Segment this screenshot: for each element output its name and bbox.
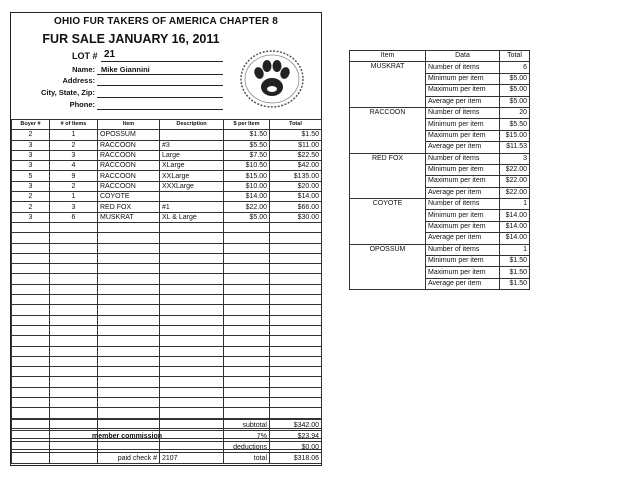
commission-row	[12, 431, 322, 442]
cell-desc: XXLarge	[160, 171, 224, 181]
blank-cell	[98, 315, 160, 325]
blank-cell	[50, 305, 98, 315]
blank-cell	[270, 398, 322, 408]
table-row	[12, 192, 322, 202]
paw-logo-icon	[239, 49, 305, 109]
summary-data-label: Number of items	[426, 153, 500, 164]
blank-cell	[98, 295, 160, 305]
summary-data-value: 3	[500, 153, 530, 164]
cell-item: RACCOON	[98, 161, 160, 171]
blank-cell	[12, 315, 50, 325]
org-title: OHIO FUR TAKERS OF AMERICA CHAPTER 8	[53, 16, 279, 27]
cell-per: $10.50	[224, 161, 270, 171]
cell-total: $22.50	[270, 150, 322, 160]
summary-row	[350, 244, 530, 255]
cell-items: 3	[50, 202, 98, 212]
summary-row	[350, 199, 530, 210]
summary-data-label: Minimum per item	[426, 73, 500, 84]
summary-item-name: MUSKRAT	[350, 62, 426, 108]
cell-per: $14.00	[224, 192, 270, 202]
blank-cell	[98, 336, 160, 346]
blank-cell	[12, 367, 50, 377]
blank-cell	[270, 336, 322, 346]
commission-value: $23.94	[270, 431, 322, 442]
subtotal-row	[12, 420, 322, 431]
deductions-value: $0.00	[270, 442, 322, 453]
cell-desc: XXXLarge	[160, 181, 224, 191]
blank-cell	[98, 222, 160, 232]
cell-item: COYOTE	[98, 192, 160, 202]
cell-item: OPOSSUM	[98, 130, 160, 140]
blank-cell	[270, 377, 322, 387]
cell-buyer: 3	[12, 161, 50, 171]
blank-cell	[270, 222, 322, 232]
cell-buyer: 3	[12, 181, 50, 191]
blank-cell	[224, 233, 270, 243]
cell-desc	[160, 192, 224, 202]
summary-data-label: Maximum per item	[426, 130, 500, 141]
summary-data-value: 20	[500, 107, 530, 118]
summary-data-value: $1.50	[500, 256, 530, 267]
blank-cell	[160, 336, 224, 346]
cell-per: $15.00	[224, 171, 270, 181]
cell-total: $20.00	[270, 181, 322, 191]
summary-data-label: Number of items	[426, 107, 500, 118]
summary-data-label: Minimum per item	[426, 210, 500, 221]
cell-buyer: 2	[12, 202, 50, 212]
blank-cell	[270, 367, 322, 377]
cell-buyer: 5	[12, 171, 50, 181]
cell-items: 3	[50, 150, 98, 160]
blank-cell	[270, 274, 322, 284]
summary-data-value: $14.00	[500, 210, 530, 221]
summary-data-value: $15.00	[500, 130, 530, 141]
blank-cell	[224, 305, 270, 315]
blank-cell	[12, 408, 50, 418]
blank-cell	[98, 387, 160, 397]
cell-items: 4	[50, 161, 98, 171]
blank-row	[12, 387, 322, 397]
table-row	[12, 202, 322, 212]
blank-cell	[98, 356, 160, 366]
blank-cell	[98, 233, 160, 243]
blank-cell	[160, 346, 224, 356]
blank-cell	[160, 398, 224, 408]
cell-desc: #3	[160, 140, 224, 150]
blank-cell	[12, 305, 50, 315]
blank-cell	[50, 387, 98, 397]
blank-cell	[50, 315, 98, 325]
cell-item: RED FOX	[98, 202, 160, 212]
blank-cell	[50, 356, 98, 366]
blank-cell	[98, 243, 160, 253]
summary-data-value: $1.50	[500, 278, 530, 289]
summary-data-value: $5.00	[500, 96, 530, 107]
cell-items: 9	[50, 171, 98, 181]
blank-cell	[50, 408, 98, 418]
cell-per: $10.00	[224, 181, 270, 191]
blank-row	[12, 367, 322, 377]
blank-cell	[224, 346, 270, 356]
summary-data-value: $5.50	[500, 119, 530, 130]
blank-cell	[12, 253, 50, 263]
blank-cell	[160, 325, 224, 335]
cell-item: RACCOON	[98, 171, 160, 181]
blank-row	[12, 253, 322, 263]
cell-buyer: 2	[12, 192, 50, 202]
blank-row	[12, 377, 322, 387]
blank-cell	[160, 264, 224, 274]
blank-cell	[270, 233, 322, 243]
blank-row	[12, 305, 322, 315]
cell-buyer: 3	[12, 150, 50, 160]
name-line	[97, 74, 223, 75]
blank-cell	[160, 222, 224, 232]
blank-cell	[50, 274, 98, 284]
summary-data-label: Maximum per item	[426, 221, 500, 232]
blank-cell	[50, 367, 98, 377]
lot-value: 21	[104, 49, 116, 60]
blank-row	[12, 336, 322, 346]
summary-col-data: Data	[426, 51, 500, 62]
summary-data-label: Number of items	[426, 244, 500, 255]
blank-cell	[12, 222, 50, 232]
cell-buyer: 2	[12, 130, 50, 140]
blank-cell	[270, 284, 322, 294]
blank-cell	[12, 356, 50, 366]
blank-cell	[160, 295, 224, 305]
cell-desc: XLarge	[160, 161, 224, 171]
totals-table	[11, 419, 322, 464]
blank-cell	[50, 377, 98, 387]
blank-cell	[50, 243, 98, 253]
blank-cell	[270, 243, 322, 253]
blank-cell	[98, 264, 160, 274]
summary-data-label: Maximum per item	[426, 176, 500, 187]
summary-data-label: Minimum per item	[426, 119, 500, 130]
col-buyer: Buyer #	[12, 120, 50, 130]
cell-total: $11.00	[270, 140, 322, 150]
blank-cell	[224, 222, 270, 232]
blank-row	[12, 356, 322, 366]
cell-item: MUSKRAT	[98, 212, 160, 222]
blank-cell	[224, 243, 270, 253]
blank-row	[12, 408, 322, 418]
blank-cell	[270, 346, 322, 356]
blank-cell	[160, 284, 224, 294]
cell-buyer: 3	[12, 212, 50, 222]
summary-header	[350, 51, 530, 62]
cell-per: $1.50	[224, 130, 270, 140]
blank-cell	[270, 356, 322, 366]
cell-buyer: 3	[12, 140, 50, 150]
summary-data-label: Average per item	[426, 142, 500, 153]
fur-sale-form	[10, 12, 322, 466]
col-item: Item	[98, 120, 160, 130]
blank-cell	[98, 398, 160, 408]
lot-label: LOT #	[72, 51, 98, 61]
subtotal-label: subtotal	[224, 420, 270, 431]
summary-row	[350, 153, 530, 164]
blank-row	[12, 222, 322, 232]
deductions-row	[12, 442, 322, 453]
blank-cell	[160, 233, 224, 243]
cell-items: 2	[50, 181, 98, 191]
cell-items: 1	[50, 192, 98, 202]
subtotal-value: $342.00	[270, 420, 322, 431]
commission-pct: 7%	[224, 431, 270, 442]
blank-cell	[50, 222, 98, 232]
blank-cell	[160, 253, 224, 263]
blank-cell	[12, 243, 50, 253]
summary-data-label: Average per item	[426, 187, 500, 198]
summary-data-value: 1	[500, 244, 530, 255]
sale-title: FUR SALE JANUARY 16, 2011	[42, 32, 220, 46]
blank-cell	[98, 325, 160, 335]
cell-total: $30.00	[270, 212, 322, 222]
cell-total: $42.00	[270, 161, 322, 171]
blank-cell	[224, 315, 270, 325]
cell-total: $135.00	[270, 171, 322, 181]
cell-item: RACCOON	[98, 150, 160, 160]
sales-table-header	[12, 120, 322, 130]
cell-per: $22.00	[224, 202, 270, 212]
summary-data-value: $22.00	[500, 187, 530, 198]
blank-cell	[224, 367, 270, 377]
commission-label: member commission	[50, 431, 224, 442]
blank-cell	[270, 305, 322, 315]
blank-cell	[98, 346, 160, 356]
blank-cell	[224, 264, 270, 274]
summary-item-name: RACCOON	[350, 107, 426, 153]
total-label: total	[224, 453, 270, 464]
name-label: Name:	[72, 65, 95, 74]
blank-row	[12, 295, 322, 305]
blank-cell	[98, 408, 160, 418]
blank-cell	[160, 367, 224, 377]
blank-row	[12, 398, 322, 408]
blank-row	[12, 346, 322, 356]
blank-cell	[50, 233, 98, 243]
blank-cell	[224, 398, 270, 408]
address-label: Address:	[62, 76, 95, 85]
blank-cell	[50, 264, 98, 274]
summary-data-value: $1.50	[500, 267, 530, 278]
blank-cell	[224, 325, 270, 335]
table-row	[12, 150, 322, 160]
summary-row	[350, 62, 530, 73]
summary-data-label: Maximum per item	[426, 85, 500, 96]
summary-item-name: OPOSSUM	[350, 244, 426, 290]
cell-total: $1.50	[270, 130, 322, 140]
lot-line	[101, 61, 223, 62]
cell-desc: #1	[160, 202, 224, 212]
summary-data-value: $22.00	[500, 164, 530, 175]
summary-item-name: RED FOX	[350, 153, 426, 199]
col-per-item: $ per Item	[224, 120, 270, 130]
blank-cell	[50, 284, 98, 294]
cell-item: RACCOON	[98, 140, 160, 150]
address-line	[97, 85, 223, 86]
summary-data-label: Average per item	[426, 233, 500, 244]
table-row	[12, 130, 322, 140]
summary-data-value: $14.00	[500, 233, 530, 244]
cell-total: $14.00	[270, 192, 322, 202]
blank-cell	[50, 295, 98, 305]
cell-item: RACCOON	[98, 181, 160, 191]
summary-data-value: 1	[500, 199, 530, 210]
summary-data-label: Minimum per item	[426, 256, 500, 267]
blank-cell	[160, 408, 224, 418]
table-row	[12, 212, 322, 222]
blank-cell	[270, 264, 322, 274]
col-total: Total	[270, 120, 322, 130]
blank-cell	[160, 274, 224, 284]
table-row	[12, 161, 322, 171]
blank-cell	[224, 387, 270, 397]
blank-row	[12, 243, 322, 253]
blank-cell	[224, 274, 270, 284]
blank-cell	[224, 377, 270, 387]
blank-row	[12, 233, 322, 243]
blank-cell	[50, 253, 98, 263]
blank-row	[12, 274, 322, 284]
blank-cell	[160, 377, 224, 387]
summary-data-value: $11.53	[500, 142, 530, 153]
blank-cell	[12, 325, 50, 335]
blank-cell	[12, 233, 50, 243]
blank-cell	[160, 387, 224, 397]
blank-cell	[12, 398, 50, 408]
blank-row	[12, 325, 322, 335]
deductions-label: deductions	[224, 442, 270, 453]
blank-cell	[50, 398, 98, 408]
blank-cell	[270, 387, 322, 397]
summary-col-total: Total	[500, 51, 530, 62]
blank-cell	[12, 274, 50, 284]
blank-cell	[160, 243, 224, 253]
blank-row	[12, 264, 322, 274]
summary-row	[350, 107, 530, 118]
blank-cell	[224, 408, 270, 418]
city-line	[97, 97, 223, 98]
cell-items: 2	[50, 140, 98, 150]
blank-cell	[98, 377, 160, 387]
table-row	[12, 171, 322, 181]
summary-data-label: Number of items	[426, 62, 500, 73]
summary-col-item: Item	[350, 51, 426, 62]
col-items: # of Items	[50, 120, 98, 130]
blank-cell	[224, 336, 270, 346]
summary-data-value: $22.00	[500, 176, 530, 187]
summary-data-label: Number of items	[426, 199, 500, 210]
blank-cell	[12, 295, 50, 305]
check-label: paid check #	[98, 453, 160, 464]
summary-data-label: Average per item	[426, 96, 500, 107]
blank-cell	[160, 305, 224, 315]
blank-cell	[270, 315, 322, 325]
summary-data-value: $5.00	[500, 85, 530, 96]
blank-cell	[224, 284, 270, 294]
summary-data-label: Average per item	[426, 278, 500, 289]
cell-total: $66.00	[270, 202, 322, 212]
summary-data-value: 6	[500, 62, 530, 73]
summary-data-value: $14.00	[500, 221, 530, 232]
blank-cell	[160, 315, 224, 325]
blank-cell	[98, 305, 160, 315]
blank-cell	[224, 356, 270, 366]
blank-cell	[270, 295, 322, 305]
blank-cell	[50, 336, 98, 346]
blank-row	[12, 315, 322, 325]
cell-per: $5.00	[224, 212, 270, 222]
blank-cell	[224, 253, 270, 263]
blank-cell	[50, 325, 98, 335]
cell-desc	[160, 130, 224, 140]
phone-label: Phone:	[69, 100, 95, 109]
cell-per: $5.50	[224, 140, 270, 150]
blank-cell	[98, 284, 160, 294]
cell-items: 6	[50, 212, 98, 222]
cell-items: 1	[50, 130, 98, 140]
blank-cell	[98, 367, 160, 377]
summary-table	[349, 50, 530, 290]
blank-cell	[12, 387, 50, 397]
blank-cell	[224, 295, 270, 305]
summary-item-name: COYOTE	[350, 199, 426, 245]
blank-cell	[270, 253, 322, 263]
blank-cell	[98, 253, 160, 263]
cell-desc: XL & Large	[160, 212, 224, 222]
paid-row	[12, 453, 322, 464]
blank-cell	[12, 346, 50, 356]
cell-desc: Large	[160, 150, 224, 160]
total-value: $318.06	[270, 453, 322, 464]
blank-cell	[12, 264, 50, 274]
city-label: City, State, Zip:	[40, 88, 95, 97]
summary-data-value: $5.00	[500, 73, 530, 84]
summary-data-label: Maximum per item	[426, 267, 500, 278]
phone-line	[97, 109, 223, 110]
check-value: 2107	[160, 453, 224, 464]
blank-cell	[270, 408, 322, 418]
blank-cell	[50, 346, 98, 356]
summary-data-label: Minimum per item	[426, 164, 500, 175]
table-row	[12, 140, 322, 150]
blank-cell	[12, 377, 50, 387]
sales-table	[11, 119, 322, 450]
blank-cell	[270, 325, 322, 335]
table-row	[12, 181, 322, 191]
col-description: Description	[160, 120, 224, 130]
blank-row	[12, 284, 322, 294]
blank-cell	[12, 284, 50, 294]
blank-cell	[160, 356, 224, 366]
name-value: Mike Giannini	[101, 65, 150, 74]
blank-cell	[98, 274, 160, 284]
blank-cell	[12, 336, 50, 346]
cell-per: $7.50	[224, 150, 270, 160]
